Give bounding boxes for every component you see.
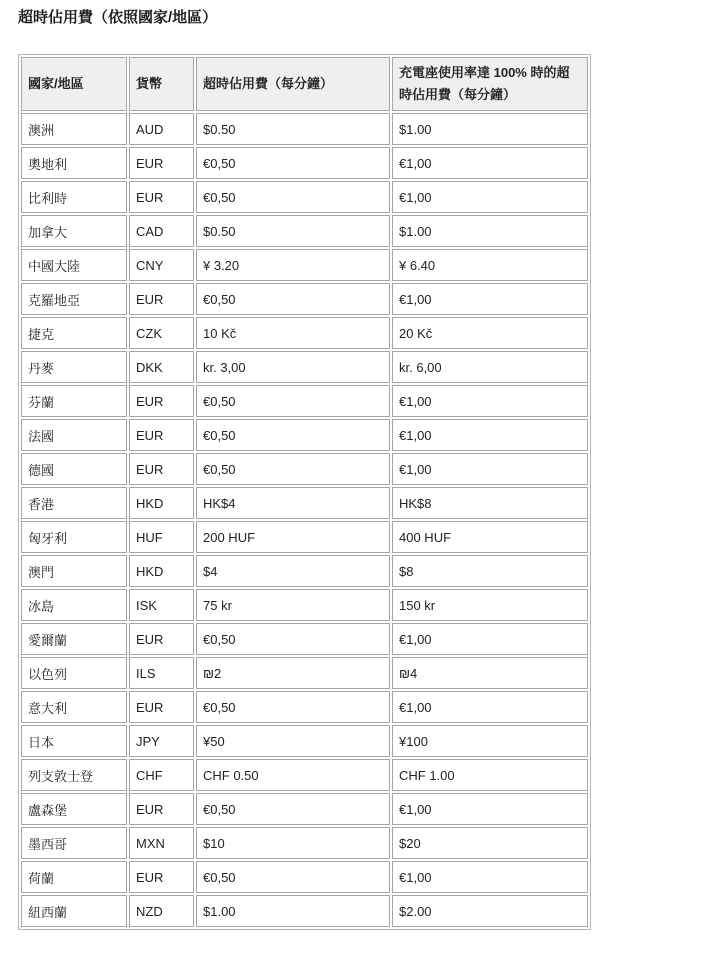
cell-idle-fee: $0.50 (196, 113, 390, 145)
cell-idle-fee: ¥50 (196, 725, 390, 757)
cell-idle-fee: ₪2 (196, 657, 390, 689)
cell-idle-fee: €0,50 (196, 385, 390, 417)
cell-country: 盧森堡 (21, 793, 127, 825)
cell-country: 中國大陸 (21, 249, 127, 281)
cell-idle-fee-full: €1,00 (392, 147, 588, 179)
cell-currency: EUR (129, 419, 194, 451)
table-header-row (21, 57, 588, 111)
cell-currency: EUR (129, 385, 194, 417)
cell-country: 冰島 (21, 589, 127, 621)
table-row (21, 317, 588, 349)
cell-idle-fee-full: €1,00 (392, 453, 588, 485)
cell-currency: ISK (129, 589, 194, 621)
cell-idle-fee-full: $2.00 (392, 895, 588, 927)
cell-idle-fee: €0,50 (196, 623, 390, 655)
table-row (21, 827, 588, 859)
cell-currency: AUD (129, 113, 194, 145)
cell-idle-fee-full: HK$8 (392, 487, 588, 519)
table-row (21, 759, 588, 791)
cell-currency: HUF (129, 521, 194, 553)
table-row (21, 249, 588, 281)
cell-idle-fee: €0,50 (196, 691, 390, 723)
table-row (21, 385, 588, 417)
cell-idle-fee: HK$4 (196, 487, 390, 519)
cell-currency: DKK (129, 351, 194, 383)
cell-currency: EUR (129, 453, 194, 485)
table-row (21, 555, 588, 587)
cell-currency: EUR (129, 623, 194, 655)
cell-currency: JPY (129, 725, 194, 757)
header-idle-fee: 超時佔用費（每分鐘） (196, 57, 390, 111)
cell-idle-fee: €0,50 (196, 147, 390, 179)
cell-country: 紐西蘭 (21, 895, 127, 927)
cell-currency: EUR (129, 283, 194, 315)
cell-currency: EUR (129, 691, 194, 723)
cell-idle-fee-full: $1.00 (392, 215, 588, 247)
cell-country: 丹麥 (21, 351, 127, 383)
page-title: 超時佔用費（依照國家/地區） (18, 9, 218, 26)
cell-currency: CAD (129, 215, 194, 247)
cell-currency: MXN (129, 827, 194, 859)
cell-currency: CHF (129, 759, 194, 791)
cell-country: 日本 (21, 725, 127, 757)
cell-country: 克羅地亞 (21, 283, 127, 315)
cell-idle-fee-full: €1,00 (392, 793, 588, 825)
cell-country: 匈牙利 (21, 521, 127, 553)
cell-idle-fee: €0,50 (196, 181, 390, 213)
header-country: 國家/地區 (21, 57, 127, 111)
cell-country: 墨西哥 (21, 827, 127, 859)
cell-currency: HKD (129, 555, 194, 587)
cell-idle-fee: €0,50 (196, 419, 390, 451)
cell-idle-fee: CHF 0.50 (196, 759, 390, 791)
table-row (21, 181, 588, 213)
cell-country: 德國 (21, 453, 127, 485)
cell-idle-fee-full: 150 kr (392, 589, 588, 621)
cell-idle-fee: 10 Kč (196, 317, 390, 349)
cell-country: 列支敦士登 (21, 759, 127, 791)
table-row (21, 793, 588, 825)
table-row (21, 487, 588, 519)
table-row (21, 895, 588, 927)
cell-idle-fee-full: $20 (392, 827, 588, 859)
cell-idle-fee-full: CHF 1.00 (392, 759, 588, 791)
table-row (21, 453, 588, 485)
header-currency: 貨幣 (129, 57, 194, 111)
idle-fee-table (18, 54, 591, 930)
table-row (21, 351, 588, 383)
cell-country: 荷蘭 (21, 861, 127, 893)
table-row (21, 861, 588, 893)
cell-country: 澳門 (21, 555, 127, 587)
cell-currency: HKD (129, 487, 194, 519)
cell-currency: CZK (129, 317, 194, 349)
cell-idle-fee: €0,50 (196, 793, 390, 825)
cell-country: 比利時 (21, 181, 127, 213)
cell-country: 芬蘭 (21, 385, 127, 417)
cell-country: 法國 (21, 419, 127, 451)
cell-idle-fee-full: €1,00 (392, 181, 588, 213)
cell-country: 意大利 (21, 691, 127, 723)
cell-idle-fee: $0.50 (196, 215, 390, 247)
cell-currency: EUR (129, 793, 194, 825)
cell-currency: ILS (129, 657, 194, 689)
cell-idle-fee: 200 HUF (196, 521, 390, 553)
cell-idle-fee: €0,50 (196, 283, 390, 315)
cell-country: 愛爾蘭 (21, 623, 127, 655)
cell-idle-fee-full: kr. 6,00 (392, 351, 588, 383)
table-row (21, 623, 588, 655)
cell-currency: EUR (129, 147, 194, 179)
cell-country: 以色列 (21, 657, 127, 689)
cell-idle-fee-full: $1.00 (392, 113, 588, 145)
cell-idle-fee: $10 (196, 827, 390, 859)
cell-idle-fee-full: 20 Kč (392, 317, 588, 349)
table-row (21, 215, 588, 247)
cell-idle-fee-full: €1,00 (392, 691, 588, 723)
cell-idle-fee-full: ₪4 (392, 657, 588, 689)
cell-idle-fee-full: €1,00 (392, 419, 588, 451)
cell-idle-fee-full: €1,00 (392, 283, 588, 315)
table-row (21, 589, 588, 621)
cell-idle-fee: €0,50 (196, 861, 390, 893)
cell-idle-fee-full: ¥100 (392, 725, 588, 757)
table-row (21, 725, 588, 757)
table-row (21, 521, 588, 553)
cell-country: 澳洲 (21, 113, 127, 145)
cell-idle-fee-full: $8 (392, 555, 588, 587)
cell-currency: EUR (129, 181, 194, 213)
cell-currency: EUR (129, 861, 194, 893)
cell-idle-fee: €0,50 (196, 453, 390, 485)
cell-idle-fee-full: 400 HUF (392, 521, 588, 553)
cell-currency: NZD (129, 895, 194, 927)
cell-idle-fee-full: €1,00 (392, 623, 588, 655)
cell-idle-fee: $4 (196, 555, 390, 587)
table-row (21, 147, 588, 179)
cell-currency: CNY (129, 249, 194, 281)
cell-country: 奧地利 (21, 147, 127, 179)
table-row (21, 113, 588, 145)
table-row (21, 691, 588, 723)
cell-idle-fee: kr. 3,00 (196, 351, 390, 383)
cell-idle-fee-full: ¥ 6.40 (392, 249, 588, 281)
table-row (21, 283, 588, 315)
cell-idle-fee: ¥ 3.20 (196, 249, 390, 281)
header-idle-fee-full: 充電座使用率達 100% 時的超時佔用費（每分鐘） (392, 57, 588, 111)
table-body (21, 113, 588, 927)
table-row (21, 657, 588, 689)
cell-idle-fee: $1.00 (196, 895, 390, 927)
table-row (21, 419, 588, 451)
cell-idle-fee: 75 kr (196, 589, 390, 621)
cell-country: 捷克 (21, 317, 127, 349)
cell-country: 香港 (21, 487, 127, 519)
cell-country: 加拿大 (21, 215, 127, 247)
cell-idle-fee-full: €1,00 (392, 385, 588, 417)
cell-idle-fee-full: €1,00 (392, 861, 588, 893)
